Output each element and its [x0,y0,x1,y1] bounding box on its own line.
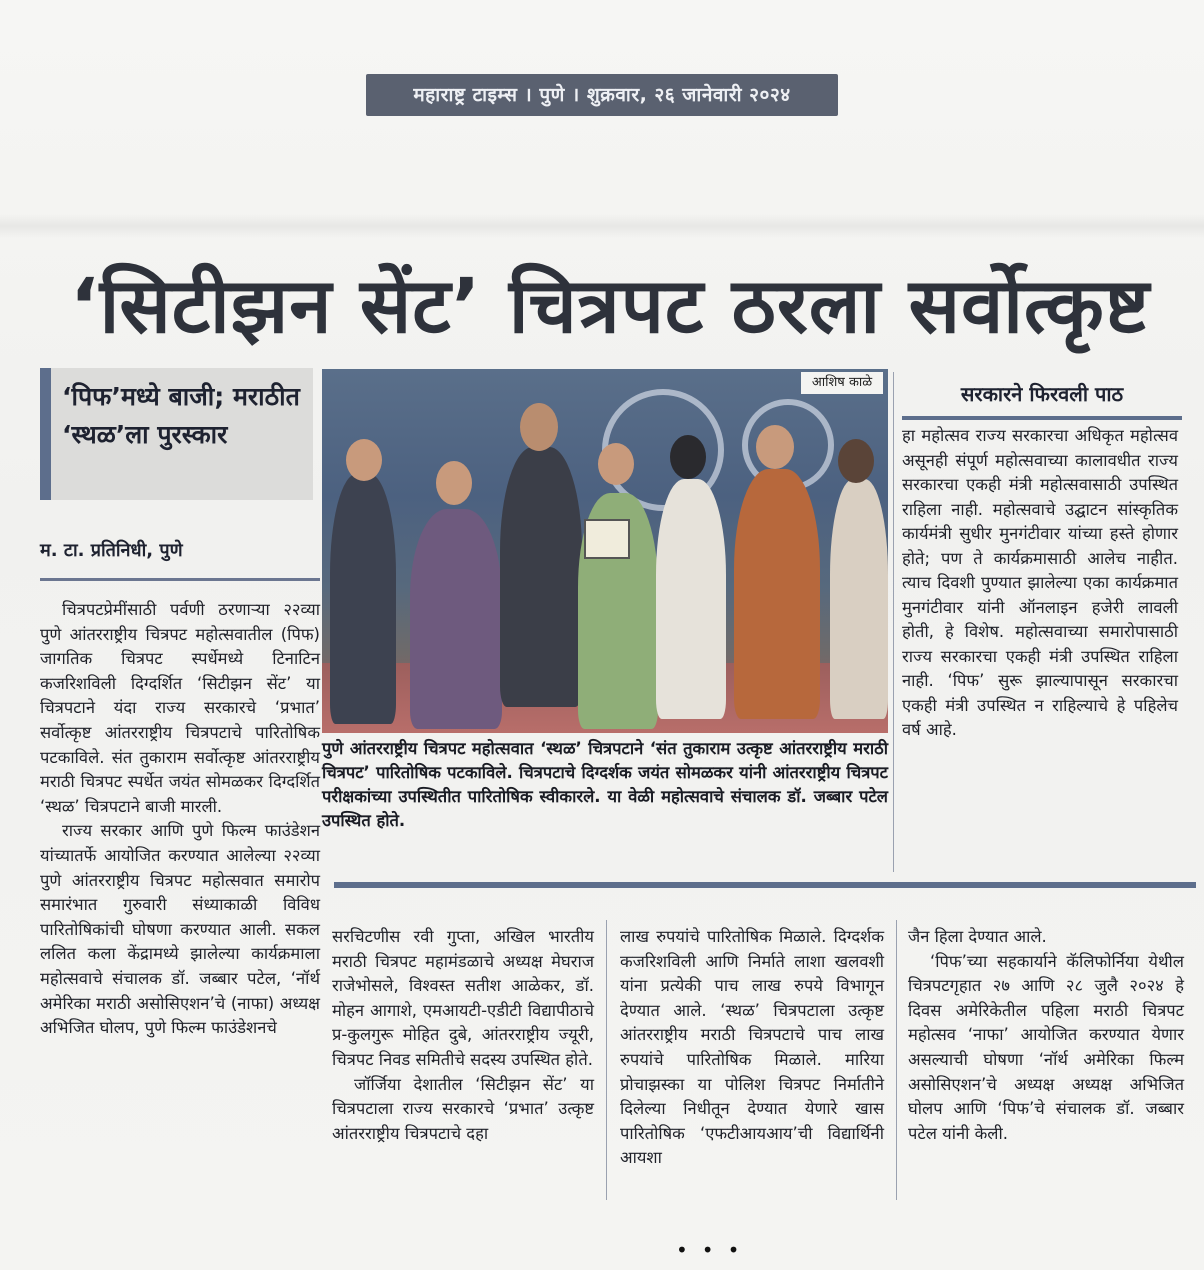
event-photo [322,369,888,733]
person-figure [330,474,396,724]
sidebar-title: सरकारने फिरवली पाठ [960,382,1124,406]
sidebar-body [902,424,1178,743]
article-column-1 [40,598,320,1041]
person-figure [656,479,726,719]
person-head [670,435,706,479]
person-figure [500,447,582,707]
person-head [598,443,634,485]
column-divider [893,372,894,872]
person-head [436,461,472,505]
article-column-4 [908,925,1184,1146]
section-band [334,882,1196,888]
photo-caption: पुणे आंतरराष्ट्रीय चित्रपट महोत्सवात ‘स्थळ’ चित्रपटाने ‘संत तुकाराम उत्कृष्ट आंतरराष्ट्रीय मराठी चित्रपट’ पारितोषिक पटकाविले. चित्रपटाचे दिग्दर्शक जयंत सोमळकर यांनी आंतरराष्ट्रीय चित्रपट परीक्षकांच्या उपस्थितीत पारितोषिक स्वीकारले. या वेळी महोत्सवाचे संचालक डॉ. जब्बार पटेल उपस्थित होते. [322,739,888,830]
paragraph: जॉर्जिया देशातील ‘सिटीझन सेंट’ या चित्रपटाला राज्य सरकारचे ‘प्रभात’ उत्कृष्ट आंतरराष्ट्रीय चित्रपटाचे दहा [332,1074,594,1143]
person-figure [410,509,502,729]
person-head [756,425,794,469]
page-dots: ••• [676,1238,754,1262]
column-divider [606,920,607,1200]
masthead: महाराष्ट्र टाइम्स । पुणे । शुक्रवार, २६ जानेवारी २०२४ [366,74,838,116]
byline-rule [40,578,320,581]
headline: ‘सिटीझन सेंट’ चित्रपट ठरला सर्वोत्कृष्ट [69,261,1151,350]
paragraph: जैन हिला देण्यात आले. [908,927,1047,946]
paragraph: ‘पिफ’च्या सहकार्याने कॅलिफोर्निया येथील चित्रपटगृहात २७ आणि २८ जुलै २०२४ हे दिवस अमेरिकेतील पहिला मराठी चित्रपट महोत्सव ‘नाफा’ आयोजित करण्यात येणार असल्याची घोषणा ‘नॉर्थ अमेरिका फिल्म असोसिएशन’चे अध्यक्ष अध्यक्ष अभिजित घोलप आणि ‘पिफ’चे संचालक डॉ. जब्बार पटेल यांनी केली. [908,951,1184,1143]
byline: म. टा. प्रतिनिधी, पुणे [40,540,183,561]
person-head [838,439,874,483]
person-figure [830,479,888,719]
column-divider [896,920,897,1200]
article-column-2 [332,925,594,1146]
paper-fold [0,214,1204,238]
photo-credit: आशिष काळे [801,372,883,394]
paragraph: चित्रपटप्रेमींसाठी पर्वणी ठरणाऱ्या २२व्या पुणे आंतरराष्ट्रीय चित्रपट महोत्सवातील (पिफ) जागतिक चित्रपट स्पर्धेमध्ये टिनाटिन कजरिशविली दिग्दर्शित ‘सिटीझन सेंट’ या चित्रपटाने यंदा राज्य सरकारचे ‘प्रभात’ सर्वोत्कृष्ट आंतरराष्ट्रीय चित्रपटाचे पारितोषिक पटकाविले. संत तुकाराम सर्वोत्कृष्ट आंतरराष्ट्रीय मराठी चित्रपट स्पर्धेत जयंत सोमळकर दिग्दर्शित ‘स्थळ’ चित्रपटाने बाजी मारली. [40,600,320,816]
person-head [346,439,382,481]
award-certificate [584,519,630,559]
paragraph: लाख रुपयांचे पारितोषिक मिळाले. दिग्दर्शक कजरिशविली आणि निर्माते लाशा खलवशी यांना प्रत्येकी पाच लाख रुपये विभागून देण्यात आले. ‘स्थळ’ चित्रपटाला उत्कृष्ट आंतरराष्ट्रीय मराठी चित्रपटाचे पाच लाख रुपयांचे पारितोषिक मिळाले. मारिया प्रोचाझस्का या पोलिश चित्रपट निर्मातीने दिलेल्या निधीतून देण्यात येणारे खास पारितोषिक ‘एफटीआयआय’ची विद्यार्थिनी आयशा [620,927,884,1168]
person-figure [734,469,820,719]
sidebar-rule [902,416,1182,420]
article-column-3 [620,925,884,1171]
subhead: ‘पिफ’मध्ये बाजी; मराठीत ‘स्थळ’ला पुरस्कार [62,382,300,449]
paragraph: हा महोत्सव राज्य सरकारचा अधिकृत महोत्सव असूनही संपूर्ण महोत्सवाच्या कालावधीत राज्य सरकारचा एकही मंत्री महोत्सवासाठी उपस्थित राहिला नाही. महोत्सवाचे उद्घाटन सांस्कृतिक कार्यमंत्री सुधीर मुनगंटीवार यांच्या हस्ते होणार होते; पण ते कार्यक्रमासाठी आलेच नाहीत. त्याच दिवशी पुण्यात झालेल्या एका कार्यक्रमात मुनगंटीवार यांनी ऑनलाइन हजेरी लावली होती, हे विशेष. महोत्सवाच्या समारोपासाठी राज्य सरकारचा एकही मंत्री उपस्थित राहिला नाही. ‘पिफ’ सुरू झाल्यापासून सरकारचा एकही मंत्री उपस्थित न राहिल्याचे हे पहिलेच वर्ष आहे. [902,426,1178,739]
paragraph: सरचिटणीस रवी गुप्ता, अखिल भारतीय मराठी चित्रपट महामंडळाचे अध्यक्ष मेघराज राजेभोसले, विश्वस्त सतीश आळेकर, डॉ. मोहन आगाशे, एमआयटी-एडीटी विद्यापीठाचे प्र-कुलगुरू मोहित दुबे, आंतरराष्ट्रीय ज्यूरी, चित्रपट निवड समितीचे सदस्य उपस्थित होते. [332,927,594,1069]
paragraph: राज्य सरकार आणि पुणे फिल्म फाउंडेशन यांच्यातर्फे आयोजित करण्यात आलेल्या २२व्या पुणे आंतरराष्ट्रीय चित्रपट महोत्सवात समारोप समारंभात गुरुवारी संध्याकाळी विविध पारितोषिकांची घोषणा करण्यात आली. सकल ललित कला केंद्रामध्ये झालेल्या कार्यक्रमाला महोत्सवाचे संचालक डॉ. जब्बार पटेल, ‘नॉर्थ अमेरिका मराठी असोसिएशन’चे (नाफा) अध्यक्ष अभिजित घोलप, पुणे फिल्म फाउंडेशनचे [40,821,320,1038]
person-head [520,403,558,451]
